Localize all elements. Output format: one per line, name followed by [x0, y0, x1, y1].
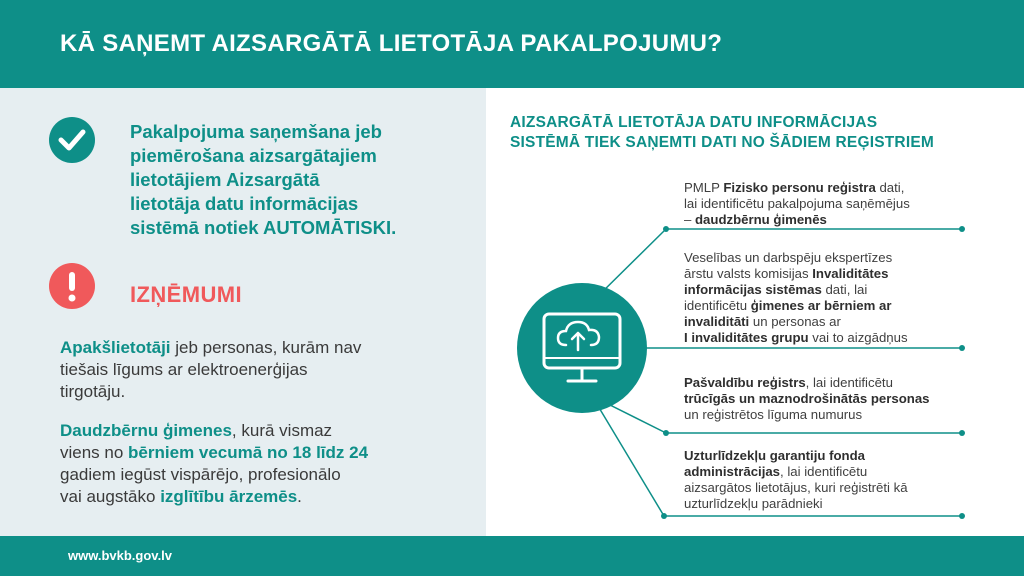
bold-text: informācijas sistēmas	[684, 282, 822, 297]
text: , lai identificētu	[805, 375, 893, 390]
bold-text: ģimenes ar bērniem ar	[750, 298, 892, 313]
header-bar	[0, 0, 1024, 88]
text: .	[297, 487, 302, 506]
text: vai to aizgādņus	[808, 330, 908, 345]
exception-line	[60, 486, 470, 508]
register-line	[684, 391, 984, 407]
register-disability	[684, 250, 984, 346]
register-municipal	[684, 375, 984, 423]
text: jeb personas, kurām nav	[170, 338, 362, 357]
register-line	[684, 330, 984, 346]
bold-text: Pašvaldību reģistrs	[684, 375, 806, 390]
register-line: un reģistrētos līguma numurus	[684, 407, 863, 422]
website-link[interactable]: www.bvkb.gov.lv	[68, 548, 173, 563]
automatic-line: Pakalpojuma saņemšana jeb	[130, 121, 382, 142]
exception-line: tirgotāju.	[60, 382, 126, 401]
text: ārstu valsts komisijas	[684, 266, 813, 281]
register-line	[684, 298, 984, 314]
bold-text: I invaliditātes grupu	[684, 330, 809, 345]
text: dati,	[875, 180, 905, 195]
register-line	[684, 448, 984, 464]
check-circle-icon	[48, 116, 96, 164]
register-maintenance-fund	[684, 448, 984, 512]
bold-text: daudzbērnu ģimenēs	[695, 212, 827, 227]
exception-line	[60, 337, 470, 359]
exception-large-families	[60, 420, 470, 508]
highlight-text: Daudzbērnu ģimenes	[60, 421, 232, 440]
bold-text: Uzturlīdzekļu garantiju fonda	[684, 448, 865, 463]
text: identificētu	[684, 298, 751, 313]
register-line	[684, 266, 984, 282]
text: vai augstāko	[60, 487, 161, 506]
register-line	[684, 180, 984, 196]
text: un personas ar	[749, 314, 841, 329]
register-line: aizsargātos lietotājus, kuri reģistrēti kā	[684, 480, 908, 495]
bold-text: Invaliditātes	[812, 266, 889, 281]
register-line	[684, 282, 984, 298]
text: , lai identificētu	[780, 464, 868, 479]
bold-text: invaliditāti	[684, 314, 750, 329]
exception-line: tiešais līgums ar elektroenerģijas	[60, 360, 308, 379]
automatic-line: sistēmā notiek AUTOMĀTISKI.	[130, 217, 397, 238]
register-line	[684, 314, 984, 330]
highlight-text: izglītību ārzemēs	[160, 487, 298, 506]
text: –	[684, 212, 695, 227]
text: viens no	[60, 443, 129, 462]
exclamation-circle-icon	[48, 262, 96, 310]
register-line: uzturlīdzekļu parādnieki	[684, 496, 823, 511]
highlight-text: bērniem vecumā no 18 līdz 24	[128, 443, 369, 462]
text: PMLP	[684, 180, 724, 195]
automatic-line: lietotāja datu informācijas	[130, 193, 359, 214]
automatic-line: lietotājiem Aizsargātā	[130, 169, 320, 190]
automatic-statement	[130, 120, 470, 240]
automatic-line: piemērošana aizsargātajiem	[130, 145, 377, 166]
highlight-text: Apakšlietotāji	[60, 338, 171, 357]
register-pmlp	[684, 180, 984, 228]
bold-text: Fizisko personu reģistra	[723, 180, 876, 195]
registers-title-line: SISTĒMĀ TIEK SAŅEMTI DATI NO ŠĀDIEM REĢISTRIEM	[510, 134, 934, 151]
register-line	[684, 375, 984, 391]
bold-text: administrācijas	[684, 464, 781, 479]
footer-bar	[0, 536, 1024, 576]
exceptions-title: IZŅĒMUMI	[130, 282, 242, 307]
exception-subusers	[60, 337, 470, 403]
register-line	[684, 212, 984, 228]
register-line	[684, 464, 984, 480]
exception-line	[60, 420, 470, 442]
exception-line: gadiem iegūst vispārējo, profesionālo	[60, 465, 341, 484]
page-title: KĀ SAŅEMT AIZSARGĀTĀ LIETOTĀJA PAKALPOJUMU?	[60, 30, 723, 57]
register-line: Veselības un darbspēju ekspertīzes	[684, 250, 893, 265]
register-line: lai identificētu pakalpojuma saņēmējus	[684, 196, 910, 211]
text: dati, lai	[821, 282, 868, 297]
exception-line	[60, 442, 470, 464]
text: , kurā vismaz	[231, 421, 333, 440]
computer-cloud-upload-icon	[517, 283, 647, 413]
registers-title-line: AIZSARGĀTĀ LIETOTĀJA DATU INFORMĀCIJAS	[510, 114, 878, 131]
bold-text: trūcīgās un maznodrošinātās personas	[684, 391, 930, 406]
